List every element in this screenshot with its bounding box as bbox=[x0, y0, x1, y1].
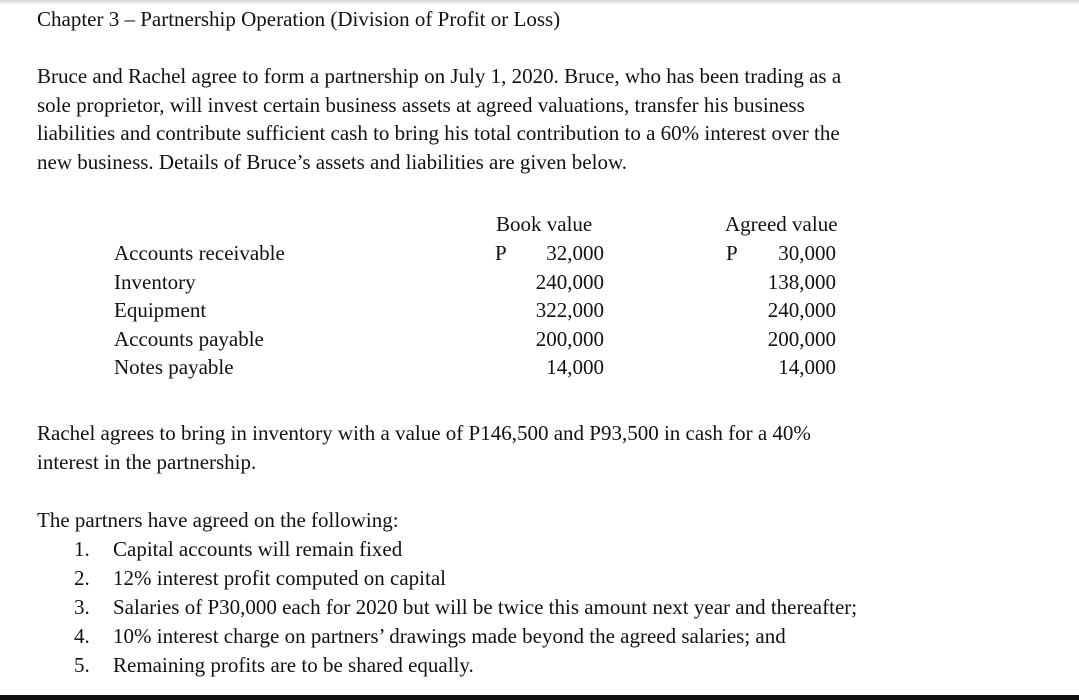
agreed-value-cell: 200,000 bbox=[767, 326, 836, 351]
row-label: Equipment bbox=[114, 298, 207, 322]
book-value-column bbox=[495, 239, 604, 382]
agreed-value-cell: 138,000 bbox=[767, 269, 836, 294]
paragraph-line: liabilities and contribute sufficient cash to bring his total contribution to a 60% interest over the bbox=[37, 121, 840, 145]
paragraph-line: interest in the partnership. bbox=[37, 449, 257, 474]
header-book-value: Book value bbox=[496, 212, 593, 236]
row-labels bbox=[114, 239, 285, 382]
list-item bbox=[37, 593, 857, 622]
agreed-value-cell: 240,000 bbox=[767, 298, 836, 322]
agreed-value-column bbox=[726, 239, 836, 382]
page-title: Chapter 3 – Partnership Operation (Division of Profit or Loss) bbox=[37, 7, 561, 31]
book-value-cell: 240,000 bbox=[535, 269, 604, 294]
item-number: 5. bbox=[74, 653, 90, 677]
list-item bbox=[37, 564, 857, 593]
agreement-terms-list bbox=[37, 535, 857, 680]
top-edge bbox=[0, 0, 1079, 4]
rachel-paragraph bbox=[37, 419, 811, 476]
currency-symbol: P bbox=[726, 241, 738, 265]
row-label: Accounts payable bbox=[114, 326, 264, 351]
item-text: 10% interest charge on partners’ drawings made beyond the agreed salaries; and bbox=[113, 624, 786, 648]
item-number: 4. bbox=[74, 624, 90, 648]
paragraph-line: Rachel agrees to bring in inventory with a value of P146,500 and P93,500 in cash for a 40% bbox=[37, 421, 811, 445]
list-item bbox=[37, 622, 857, 651]
intro-paragraph bbox=[37, 62, 841, 176]
row-label: Notes payable bbox=[114, 355, 234, 379]
bottom-edge bbox=[0, 695, 1079, 700]
header-agreed-value: Agreed value bbox=[725, 212, 838, 236]
book-value-cell: 322,000 bbox=[535, 298, 604, 322]
paragraph-line: new business. Details of Bruce’s assets and liabilities are given below. bbox=[37, 149, 627, 174]
paragraph-line: sole proprietor, will invest certain business assets at agreed valuations, transfer his business bbox=[37, 92, 805, 117]
agreed-value-cell: 14,000 bbox=[778, 355, 836, 379]
item-text: Remaining profits are to be shared equally. bbox=[113, 653, 474, 677]
book-value-cell: 14,000 bbox=[546, 355, 604, 379]
row-label: Accounts receivable bbox=[114, 241, 285, 265]
item-text: Salaries of P30,000 each for 2020 but will be twice this amount next year and thereafter; bbox=[113, 595, 858, 619]
item-number: 1. bbox=[74, 537, 90, 561]
book-value-cell: 32,000 bbox=[546, 241, 604, 265]
agreement-intro bbox=[37, 506, 399, 535]
currency-symbol: P bbox=[495, 241, 507, 265]
item-text: 12% interest profit computed on capital bbox=[113, 566, 446, 590]
row-label: Inventory bbox=[114, 269, 196, 294]
paragraph-line: The partners have agreed on the following: bbox=[37, 508, 399, 532]
item-number: 3. bbox=[74, 595, 90, 619]
agreed-value-cell: 30,000 bbox=[778, 241, 836, 265]
item-number: 2. bbox=[74, 566, 90, 590]
list-item bbox=[37, 535, 857, 564]
book-value-cell: 200,000 bbox=[535, 326, 604, 351]
list-item bbox=[37, 651, 857, 680]
item-text: Capital accounts will remain fixed bbox=[113, 537, 403, 561]
paragraph-line: Bruce and Rachel agree to form a partnership on July 1, 2020. Bruce, who has been trading as a bbox=[37, 64, 842, 88]
